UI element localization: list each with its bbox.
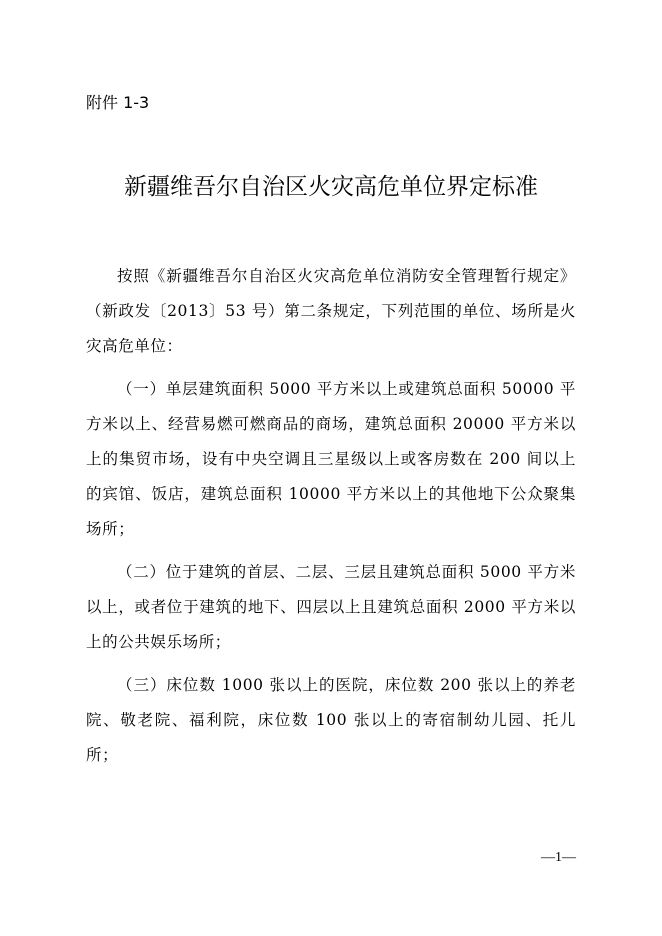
paragraph-item-1: （一）单层建筑面积 5000 平方米以上或建筑总面积 50000 平方米以上、经营易燃可燃商品的商场，建筑总面积 20000 平方米以上的集贸市场，设有中央空调且三星级以上或客房数在 200 间以上的宾馆、饭店，建筑总面积 10000 平方米以上的其他地下公众聚集场所； [86, 380, 576, 538]
attachment-label: 附件 1-3 [86, 93, 150, 112]
page-number: —1— [541, 850, 576, 865]
document-body [86, 259, 576, 773]
document-title: 新疆维吾尔自治区火灾高危单位界定标准 [124, 174, 538, 200]
paragraph-intro: 按照《新疆维吾尔自治区火灾高危单位消防安全管理暂行规定》（新政发〔2013〕53 号）第二条规定，下列范围的单位、场所是火灾高危单位： [86, 267, 576, 355]
paragraph-item-2: （二）位于建筑的首层、二层、三层且建筑总面积 5000 平方米以上，或者位于建筑的地下、四层以上且建筑总面积 2000 平方米以上的公共娱乐场所； [86, 563, 576, 651]
paragraph-item-3: （三）床位数 1000 张以上的医院，床位数 200 张以上的养老院、敬老院、福利院，床位数 100 张以上的寄宿制幼儿园、托儿所； [86, 676, 576, 764]
